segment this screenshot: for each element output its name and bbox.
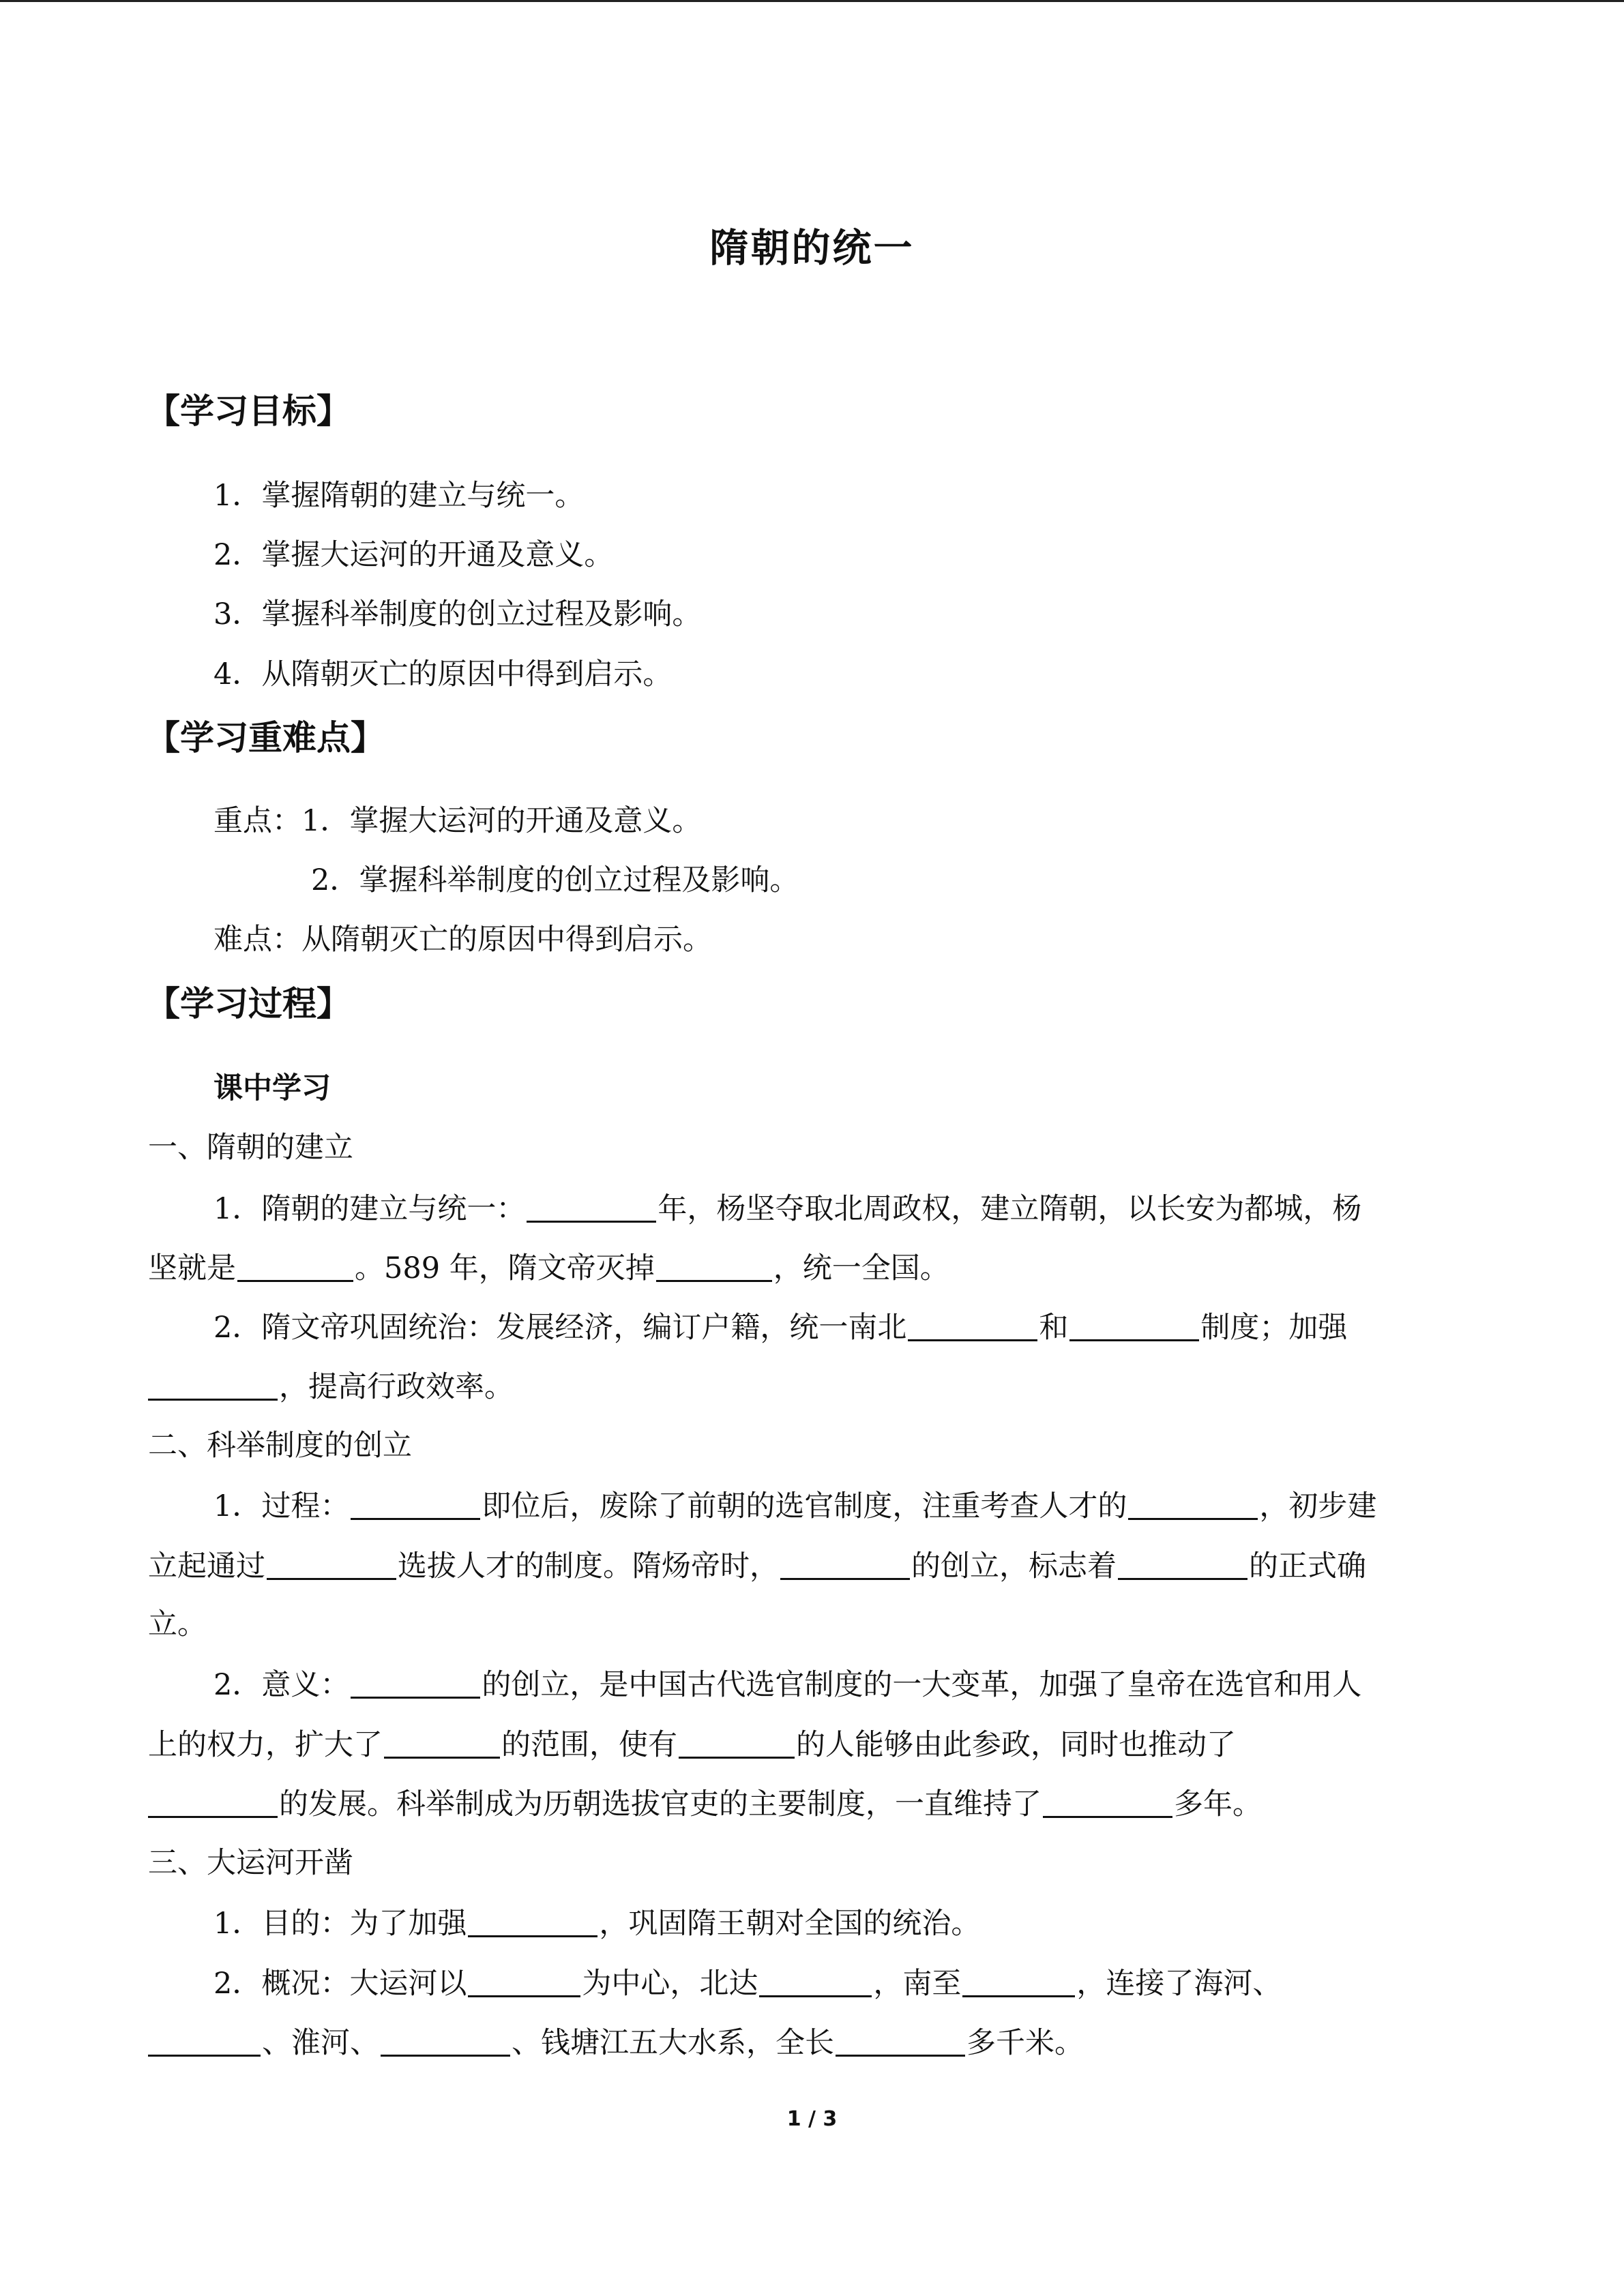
fill-blank[interactable]: [381, 2027, 510, 2057]
fill-blank[interactable]: [1069, 1312, 1199, 1341]
fill-blank[interactable]: [836, 2027, 965, 2057]
fill-blank[interactable]: [759, 1968, 872, 1997]
fill-blank[interactable]: [148, 1371, 278, 1401]
fill-blank[interactable]: [962, 1968, 1075, 1997]
fill-blank[interactable]: [679, 1729, 795, 1759]
objective-item: 3．掌握科举制度的创立过程及影响。: [213, 597, 702, 631]
exercise-text: ，统一全国。: [773, 1251, 949, 1285]
exercise-text: 1．过程：: [213, 1489, 350, 1523]
objective-item: 4．从隋朝灭亡的原因中得到启示。: [213, 657, 673, 691]
fill-blank[interactable]: [384, 1729, 500, 1759]
fill-blank[interactable]: [468, 1908, 597, 1937]
exercise-text: 、淮河、: [262, 2026, 379, 2060]
exercise-text: ，提高行政效率。: [279, 1370, 514, 1404]
exercise-line: [148, 1371, 514, 1402]
exercise-text: 1．目的：为了加强: [213, 1907, 467, 1941]
part-heading: 二、科举制度的创立: [148, 1429, 412, 1463]
fill-blank[interactable]: [1128, 1491, 1258, 1520]
exercise-text: 。589 年，隋文帝灭掉: [355, 1251, 655, 1285]
exercise-text: 立起通过: [148, 1549, 265, 1583]
exercise-line: [213, 1968, 1282, 1999]
exercise-text: 2．概况：大运河以: [213, 1967, 467, 2001]
key-point-line: 2．掌握科举制度的创立过程及影响。: [311, 863, 799, 897]
part-heading: 一、隋朝的建立: [148, 1131, 353, 1165]
fill-blank[interactable]: [1118, 1551, 1247, 1580]
part-heading: 三、大运河开凿: [148, 1846, 353, 1880]
exercise-line: [213, 1908, 980, 1939]
exercise-text: 的范围，使有: [501, 1728, 677, 1762]
exercise-line: [148, 2027, 1084, 2058]
exercise-line: [148, 1253, 949, 1283]
section-heading-process: 【学习过程】: [146, 984, 351, 1024]
exercise-text: 即位后，废除了前朝的选官制度，注重考查人才的: [482, 1489, 1127, 1523]
exercise-line: [148, 1729, 1236, 1760]
page-top-border: [0, 0, 1624, 2]
fill-blank[interactable]: [468, 1968, 580, 1997]
key-point-line: 重点：1．掌握大运河的开通及意义。: [213, 804, 702, 838]
fill-blank[interactable]: [527, 1193, 656, 1223]
exercise-text: ，南至: [873, 1967, 962, 2001]
difficulty-line: 难点：从隋朝灭亡的原因中得到启示。: [213, 923, 712, 957]
page-title: 隋朝的统一: [709, 226, 915, 271]
subheading-in-class: 课中学习: [213, 1071, 331, 1105]
fill-blank[interactable]: [351, 1669, 480, 1699]
fill-blank[interactable]: [148, 1789, 278, 1818]
fill-blank[interactable]: [656, 1253, 772, 1282]
fill-blank[interactable]: [351, 1491, 480, 1520]
exercise-text: 和: [1039, 1311, 1069, 1345]
fill-blank[interactable]: [148, 2027, 261, 2057]
section-heading-objectives: 【学习目标】: [146, 391, 351, 431]
exercise-text: 为中心，北达: [582, 1967, 758, 2001]
exercise-text: 年，杨坚夺取北周政权，建立隋朝，以长安为都城，杨: [658, 1192, 1362, 1226]
exercise-line: [213, 1193, 1361, 1224]
exercise-text: ，初步建: [1259, 1489, 1377, 1523]
exercise-text: ，巩固隋王朝对全国的统治。: [599, 1907, 981, 1941]
exercise-line: [213, 1491, 1376, 1521]
section-heading-key-points: 【学习重难点】: [146, 718, 385, 758]
exercise-text: 2．隋文帝巩固统治：发展经济，编订户籍，统一南北: [213, 1311, 907, 1345]
exercise-text: 2．意义：: [213, 1668, 350, 1702]
exercise-text: 制度；加强: [1200, 1311, 1348, 1345]
exercise-line: [148, 1551, 1366, 1581]
exercise-text: 的人能够由此参政，同时也推动了: [796, 1728, 1236, 1762]
exercise-text: 多千米。: [966, 2026, 1084, 2060]
fill-blank[interactable]: [780, 1551, 910, 1580]
exercise-line: [213, 1312, 1347, 1343]
exercise-text: 1．隋朝的建立与统一：: [213, 1192, 526, 1226]
exercise-text: 的正式确: [1249, 1549, 1366, 1583]
exercise-text: 多年。: [1174, 1787, 1262, 1821]
exercise-text: ，连接了海河、: [1076, 1967, 1282, 2001]
objective-item: 2．掌握大运河的开通及意义。: [213, 538, 614, 572]
fill-blank[interactable]: [908, 1312, 1037, 1341]
fill-blank[interactable]: [1043, 1789, 1172, 1818]
exercise-text: 选拔人才的制度。隋炀帝时，: [398, 1549, 779, 1583]
fill-blank[interactable]: [267, 1551, 396, 1580]
exercise-text: 上的权力，扩大了: [148, 1728, 383, 1762]
exercise-line: [148, 1789, 1262, 1819]
fill-blank[interactable]: [237, 1253, 353, 1282]
exercise-line: [213, 1669, 1361, 1700]
exercise-line: 立。: [148, 1607, 207, 1641]
exercise-text: 的创立，标志着: [911, 1549, 1117, 1583]
exercise-text: 的发展。科举制成为历朝选拔官吏的主要制度，一直维持了: [279, 1787, 1042, 1821]
objective-item: 1．掌握隋朝的建立与统一。: [213, 479, 585, 513]
exercise-text: 坚就是: [148, 1251, 236, 1285]
page-number: 1 / 3: [786, 2107, 838, 2131]
exercise-text: 、钱塘江五大水系，全长: [512, 2026, 834, 2060]
exercise-text: 的创立，是中国古代选官制度的一大变革，加强了皇帝在选官和用人: [482, 1668, 1362, 1702]
